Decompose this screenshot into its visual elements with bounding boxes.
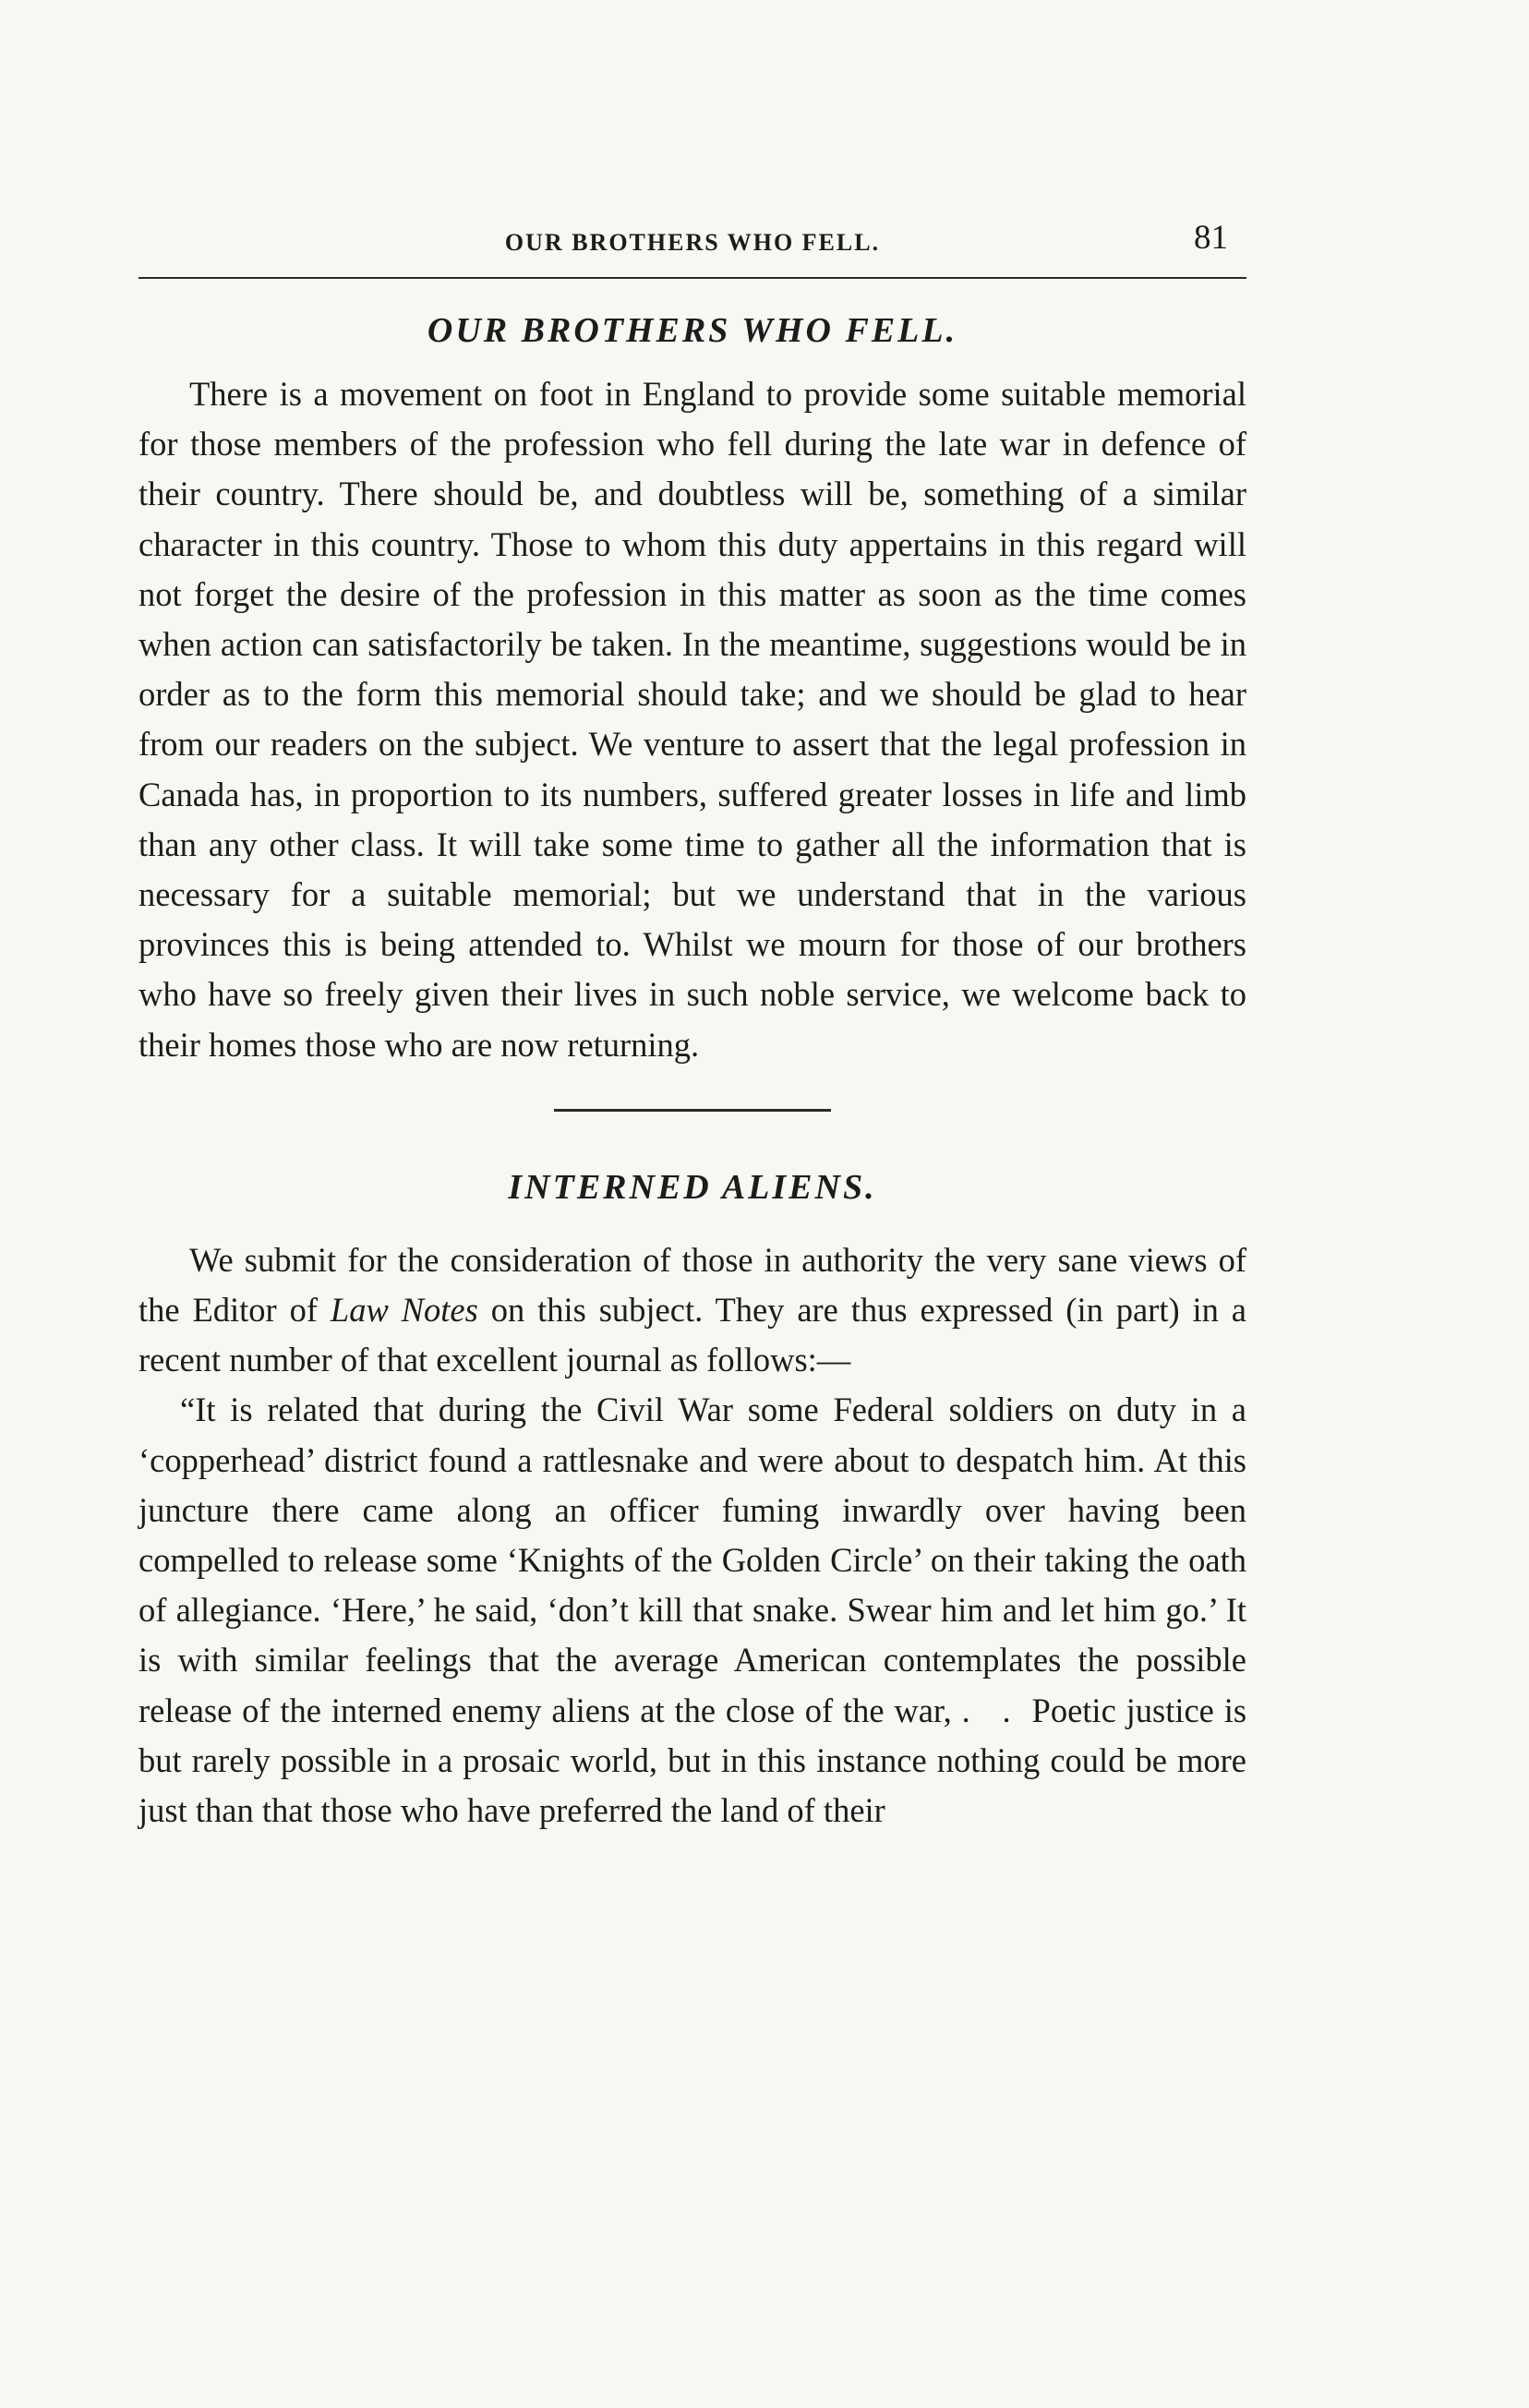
section-divider <box>554 1109 831 1112</box>
header-rule <box>138 277 1246 279</box>
paragraph-law-notes-intro <box>138 1235 1246 1386</box>
quotation-ellipsis: . . <box>961 1691 1022 1729</box>
page-number: 81 <box>1194 219 1228 257</box>
quotation-text-part-1: “It is related that during the Civil War some Federal soldiers on duty in a ‘copperhead’ district found a rattlesnake and were about to despatch him. At this juncture there came along an officer fuming inwardly over having been compelled to release some ‘Knights of the Golden Circle’ on their taking the oath of allegiance. ‘Here,’ he said, ‘don’t kill that snake. Swear him and let him go.’ It is with similar feelings that the average American contemplates the possible release of the interned enemy aliens at the close of the war, <box>138 1391 1246 1729</box>
intro-text-start: We submit for the consideration of those in authority the very sane views of the Editor of <box>138 1240 1246 1330</box>
paragraph-memorial: There is a movement on foot in England to provide some suitable memorial for those members of the profession who fell during the late war in defence of their country. There should be, and doubtless will be, something of a similar character in this country. Those to whom this duty appertains in this regard will not forget the desire of the profession in this matter as soon as the time comes when action can satisfactorily be taken. In the meantime, suggestions would be in order as to the form this memorial should take; and we should be glad to hear from our readers on the subject. We venture to assert that the legal profession in Canada has, in proportion to its numbers, suffered greater losses in life and limb than any other class. It will take some time to gather all the information that is necessary for a suitable memorial; but we understand that in the various provinces this is being attended to. Whilst we mourn for those of our brothers who have so freely given their lives in such noble service, we welcome back to their homes those who are now returning. <box>138 375 1246 1064</box>
quotation-text-part-2: Poetic justice is but rarely possible in a prosaic world, but in this instance nothing could be more just than that those who have preferred the land of their <box>138 1691 1247 1830</box>
section-title-interned-aliens: INTERNED ALIENS. <box>508 1167 877 1207</box>
paragraph-quotation <box>138 1385 1246 1836</box>
journal-title-law-notes: Law Notes <box>330 1291 478 1330</box>
running-head: OUR BROTHERS WHO FELL. <box>504 229 881 256</box>
page-header <box>138 218 1246 273</box>
book-page <box>138 218 1246 1836</box>
intro-text-end: on this subject. They are thus expressed (in part) in a recent number of that excellent journal as follows:— <box>138 1291 1246 1379</box>
section-title-our-brothers: OUR BROTHERS WHO FELL. <box>427 311 958 350</box>
